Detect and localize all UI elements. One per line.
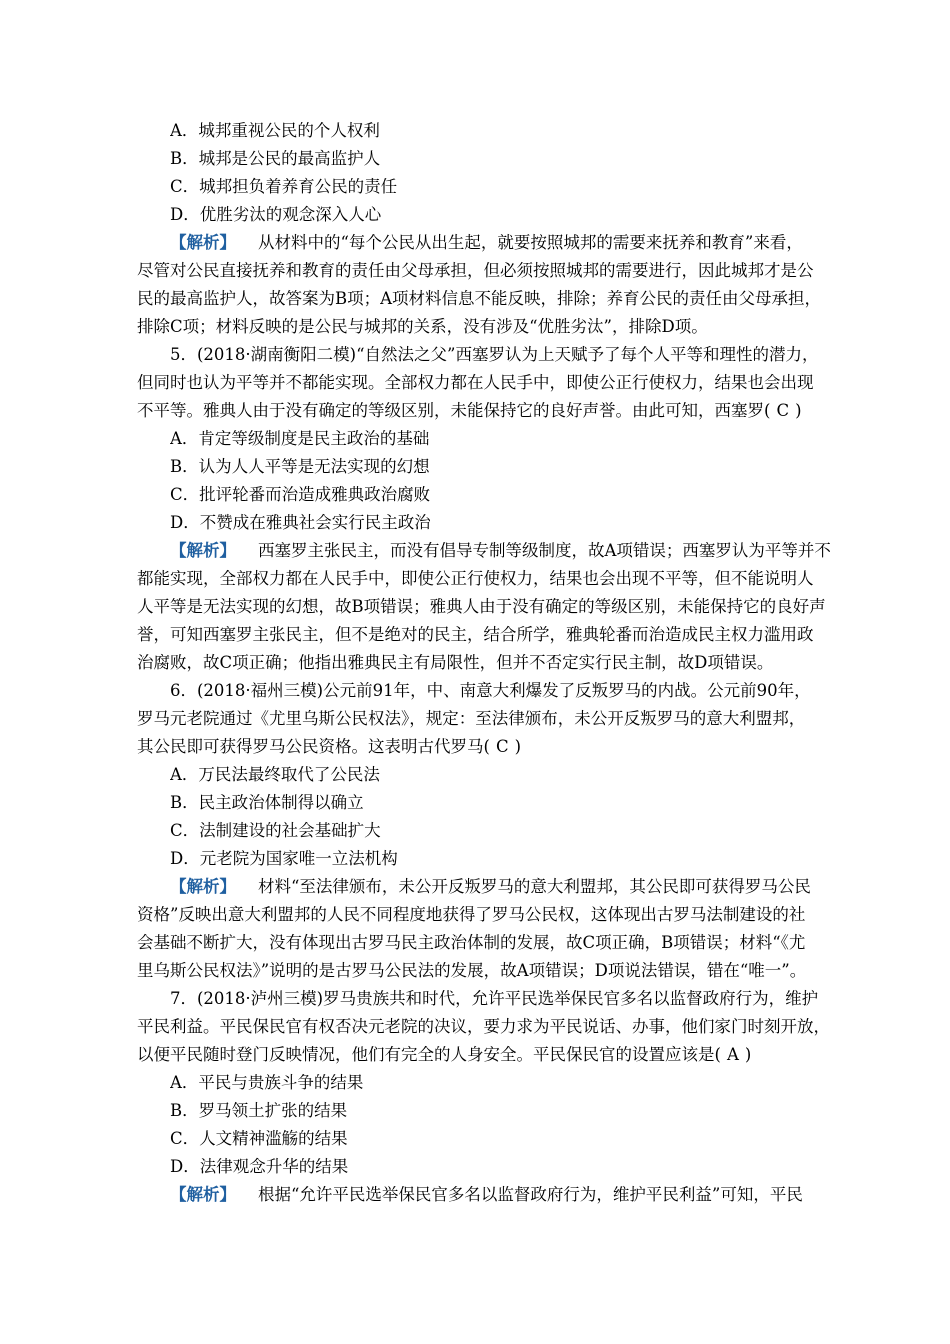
q6-analysis-line-2: 资格”反映出意大利盟邦的人民不同程度地获得了罗马公民权，这体现出古罗马法制建设的社 [137,905,806,924]
q5-option-c: C．批评轮番而治造成雅典政治腐败 [170,485,431,504]
analysis-tag: 【解析】 [170,233,236,252]
analysis-text: 从材料中的“每个公民从出生起，就要按照城邦的需要来抚养和教育”来看， [258,233,803,252]
analysis-text: 材料“至法律颁布，未公开反叛罗马的意大利盟邦，其公民即可获得罗马公民 [258,877,811,896]
answer-close: ) [744,1045,752,1064]
analysis-tag: 【解析】 [170,1185,236,1204]
q4-analysis-line-2: 尽管对公民直接抚养和教育的责任由父母承担，但必须按照城邦的需要进行，因此城邦才是公 [137,261,814,280]
q7-option-c: C．人文精神滥觞的结果 [170,1129,348,1148]
stem-text: 不平等。雅典人由于没有确定的等级区别，未能保持它的良好声誉。由此可知，西塞罗( [137,401,771,420]
q4-analysis-line-4: 排除C项；材料反映的是公民与城邦的关系，没有涉及“优胜劣汰”，排除D项。 [137,317,708,336]
answer-close: ) [795,401,802,420]
q7-stem-line-3 [137,1041,857,1069]
q6-stem-line-2: 罗马元老院通过《尤里乌斯公民权法》，规定：至法律颁布，未公开反叛罗马的意大利盟邦， [137,709,806,728]
stem-text: 以便平民随时登门反映情况，他们有完全的人身安全。平民保民官的设置应该是( [137,1045,721,1064]
analysis-text: 根据“允许平民选举保民官多名以监督政府行为，维护平民利益”可知，平民 [258,1185,803,1204]
answer-letter: C [776,401,790,420]
q5-stem-line-2: 但同时也认为平等并不都能实现。全部权力都在人民手中，即使公正行使权力，结果也会出现 [137,373,814,392]
q7-stem-line-2: 平民利益。平民保民官有权否决元老院的决议，要力求为平民说话、办事，他们家门时刻开放， [137,1017,830,1036]
q5-analysis-line-1 [170,537,890,565]
q5-option-a: A．肯定等级制度是民主政治的基础 [170,429,430,448]
answer-close: ) [514,737,521,756]
q4-option-c: C．城邦担负着养育公民的责任 [170,177,398,196]
q4-option-b: B．城邦是公民的最高监护人 [170,149,381,168]
q5-stem-line-3 [137,397,857,425]
q6-option-d: D．元老院为国家唯一立法机构 [170,849,398,868]
q4-analysis-line-1 [170,229,890,257]
q6-option-a: A．万民法最终取代了公民法 [170,765,380,784]
q4-analysis-line-3: 民的最高监护人，故答案为B项；A项材料信息不能反映，排除；养育公民的责任由父母承担， [137,289,822,308]
q5-analysis-line-2: 都能实现，全部权力都在人民手中，即使公正行使权力，结果也会出现不平等，但不能说明人 [137,569,814,588]
q7-option-d: D．法律观念升华的结果 [170,1157,349,1176]
q5-analysis-line-3: 人平等是无法实现的幻想，故B项错误；雅典人由于没有确定的等级区别，未能保持它的良好声 [137,597,826,616]
q6-stem-line-1: 6．(2018·福州三模)公元前91年，中、南意大利爆发了反叛罗马的内战。公元前90年， [170,681,811,700]
q7-stem-line-1: 7．(2018·泸州三模)罗马贵族共和时代，允许平民选举保民官多名以监督政府行为，维护 [170,989,819,1008]
q6-analysis-line-4: 里乌斯公民权法》”说明的是古罗马公民法的发展，故A项错误；D项说法错误，错在“唯一”。 [137,961,807,980]
q4-option-a: A．城邦重视公民的个人权利 [170,121,380,140]
q4-option-d: D．优胜劣汰的观念深入人心 [170,205,382,224]
q5-option-d: D．不赞成在雅典社会实行民主政治 [170,513,431,532]
q6-option-c: C．法制建设的社会基础扩大 [170,821,381,840]
q7-option-b: B．罗马领土扩张的结果 [170,1101,348,1120]
q5-option-b: B．认为人人平等是无法实现的幻想 [170,457,430,476]
q7-analysis-line-1 [170,1181,890,1209]
q7-option-a: A．平民与贵族斗争的结果 [170,1073,364,1092]
q5-analysis-line-5: 治腐败，故C项正确；他指出雅典民主有局限性，但并不否定实行民主制，故D项错误。 [137,653,774,672]
answer-letter: A [726,1045,739,1064]
stem-text: 其公民即可获得罗马公民资格。这表明古代罗马( [137,737,490,756]
q6-option-b: B．民主政治体制得以确立 [170,793,364,812]
q6-analysis-line-3: 会基础不断扩大，没有体现出古罗马民主政治体制的发展，故C项正确，B项错误；材料“《尤 [137,933,806,952]
analysis-tag: 【解析】 [170,541,236,560]
analysis-tag: 【解析】 [170,877,236,896]
q6-analysis-line-1 [170,873,890,901]
q5-analysis-line-4: 誉，可知西塞罗主张民主，但不是绝对的民主，结合所学，雅典轮番而治造成民主权力滥用政 [137,625,814,644]
q5-stem-line-1: 5．(2018·湖南衡阳二模)“自然法之父”西塞罗认为上天赋予了每个人平等和理性的潜力， [170,345,819,364]
q6-stem-line-3 [137,733,857,761]
analysis-text: 西塞罗主张民主，而没有倡导专制等级制度，故A项错误；西塞罗认为平等并不 [258,541,831,560]
answer-letter: C [495,737,509,756]
